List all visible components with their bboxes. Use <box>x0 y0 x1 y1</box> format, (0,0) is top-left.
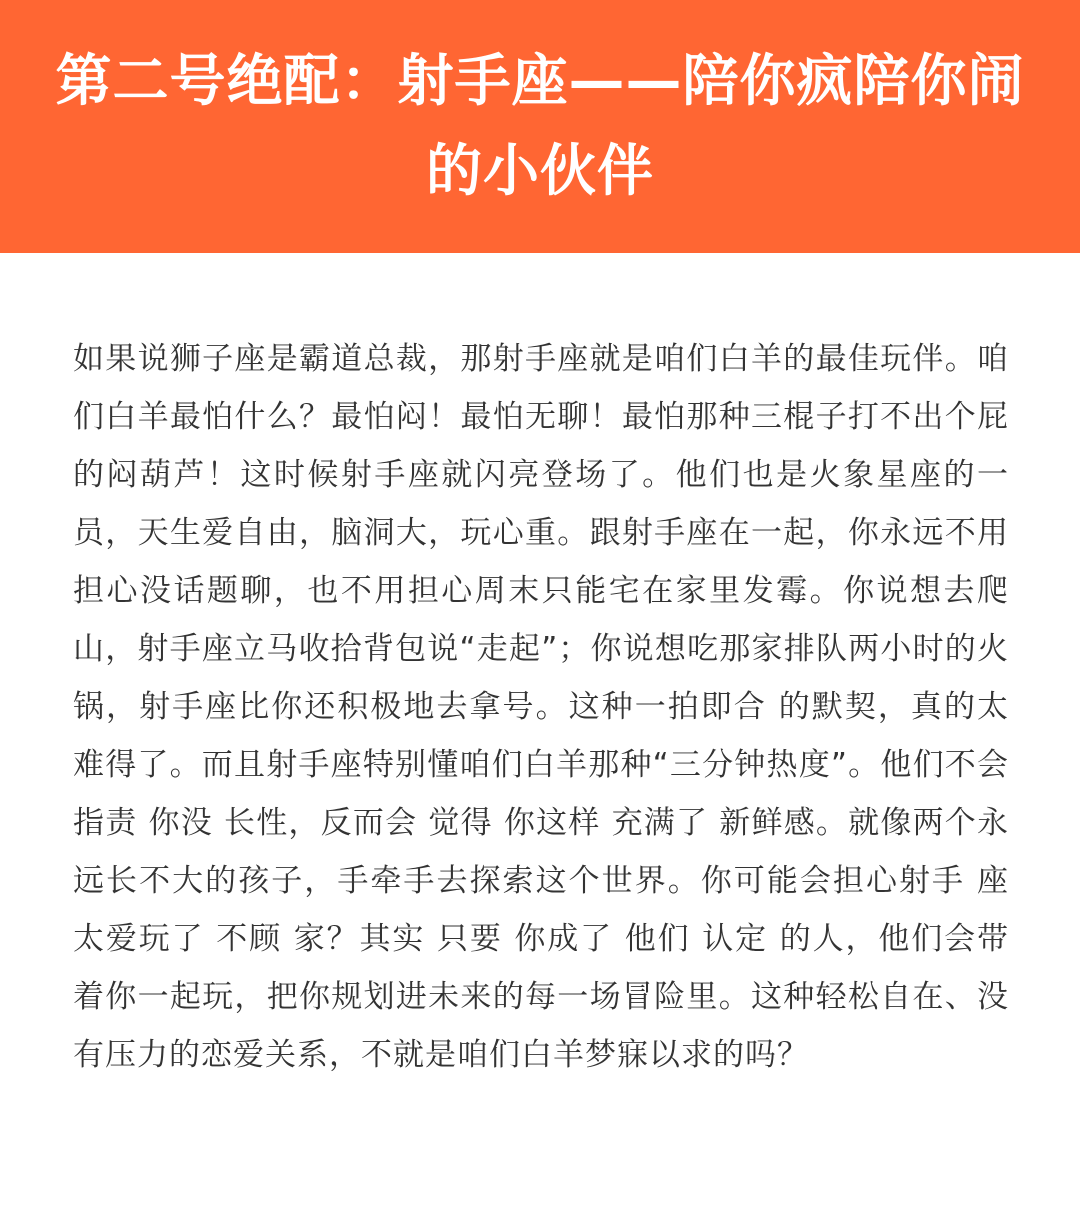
title-banner <box>0 0 1080 253</box>
article-body: 如果说狮子座是霸道总裁，那射手座就是咱们白羊的最佳玩伴。咱们白羊最怕什么？最怕闷！最怕无聊！最怕那种三棍子打不出个屁的闷葫芦！这时候射手座就闪亮登场了。他们也是火象星座的一员，天生爱自由，脑洞大，玩心重。跟射手座在一起，你永远不用担心没话题聊，也不用担心周末只能宅在家里发霉。你说想去爬山，射手座立马收拾背包说“走起”；你说想吃那家排队两小时的火锅，射手座比你还积极地去拿号。这种一拍即合 的默契，真的太难得了。而且射手座特别懂咱们白羊那种“三分钟热度”。他们不会 指责 你没 长性，反而会 觉得 你这样 充满了 新鲜感。就像两个永远长不大的孩子，手牵手去探索这个世界。你可能会担心射手 座太爱玩了 不顾 家？其实 只要 你成了 他们 认定 的人，他们会带着你一起玩，把你规划进未来的每一场冒险里。这种轻松自在、没有压力的恋爱关系，不就是咱们白羊梦寐以求的吗？ <box>73 341 1009 1073</box>
page-title: 第二号绝配：射手座——陪你疯陪你闹的小伙伴 <box>55 48 1025 204</box>
